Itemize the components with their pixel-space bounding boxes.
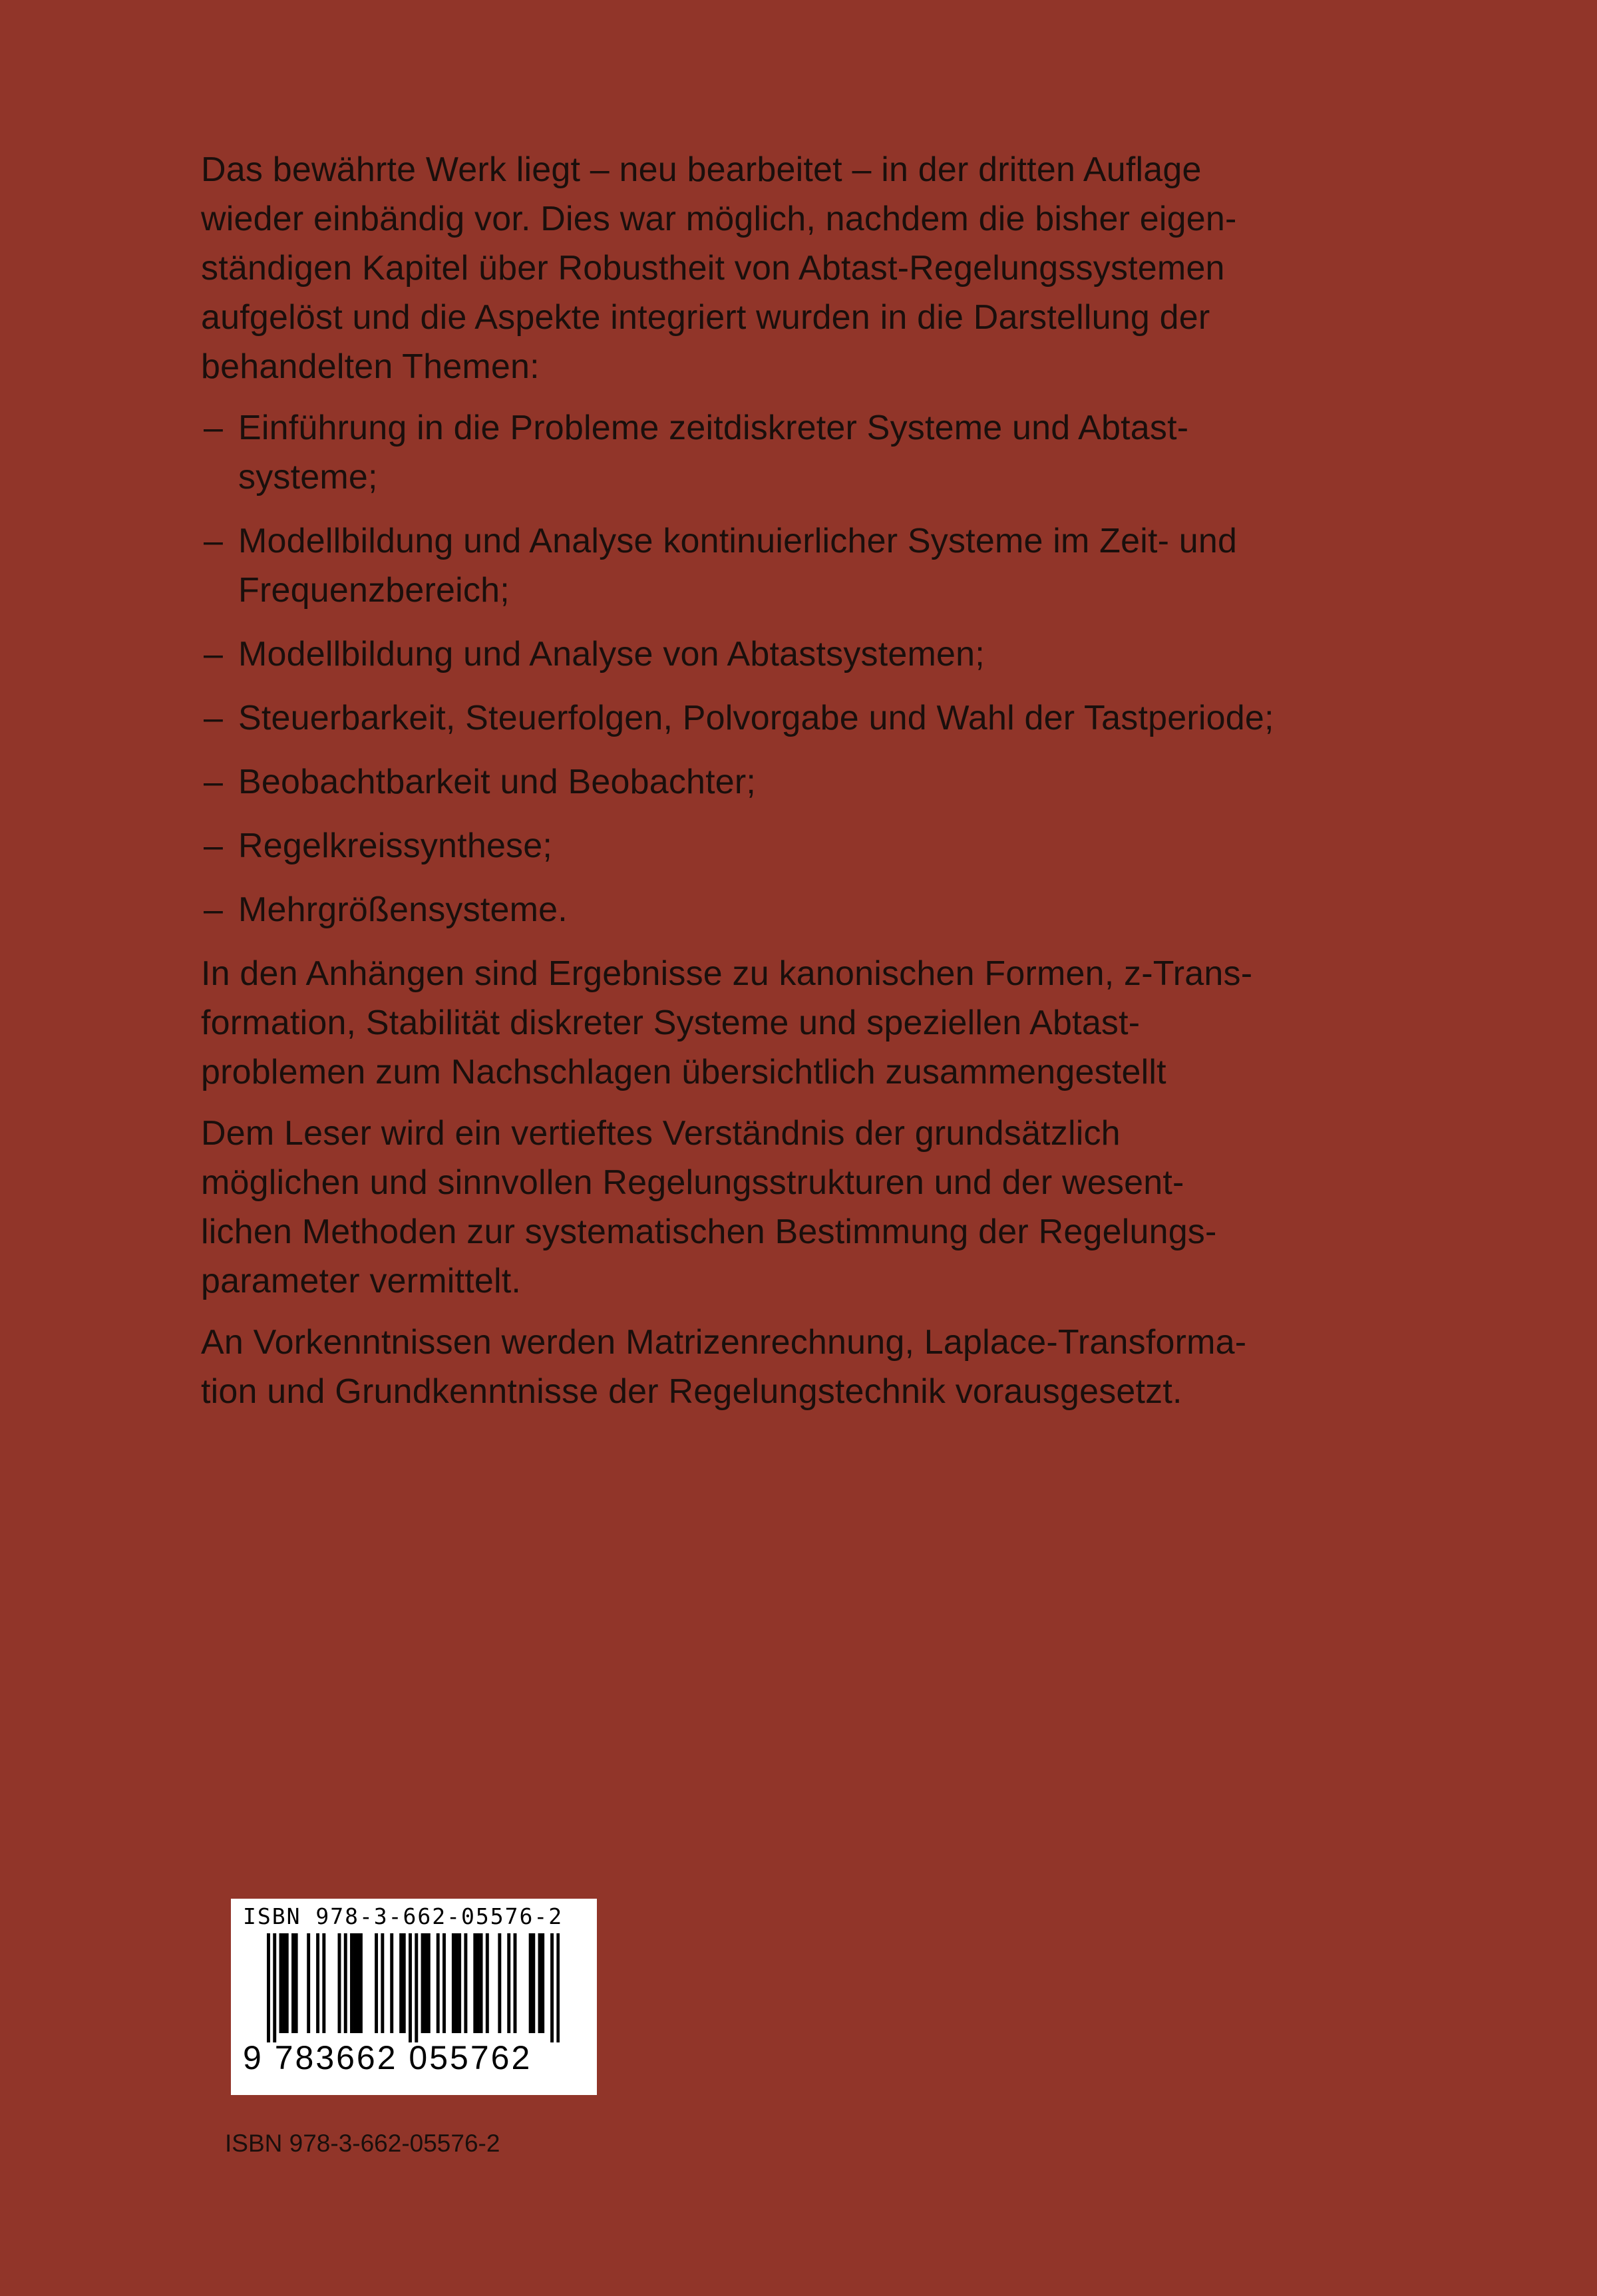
topic-item: – Mehrgrößensysteme. xyxy=(201,885,1485,934)
barcode-bars xyxy=(267,1933,560,2042)
barcode-bar xyxy=(316,1933,319,2033)
topic-item: – Modellbildung und Analyse kontinuierlicher Systeme im Zeit- und Frequenzbereich; xyxy=(201,516,1485,615)
barcode-bar xyxy=(473,1933,476,2033)
barcode-bar xyxy=(403,1933,406,2033)
barcode-bar xyxy=(381,1933,384,2033)
barcode-bar xyxy=(556,1933,560,2042)
barcode-bar xyxy=(285,1933,289,2033)
barcode-bar xyxy=(267,1933,270,2042)
barcode-bar xyxy=(452,1933,455,2033)
barcode-bar xyxy=(282,1933,285,2033)
barcode-bar xyxy=(464,1933,467,2033)
barcode-bar xyxy=(541,1933,544,2033)
barcode-bar xyxy=(486,1933,489,2033)
prerequisites-paragraph: An Vorkenntnissen werden Matrizenrechnung, Laplace-Transforma- tion und Grundkenntnisse der Regelungstechnik vorausgesetzt. xyxy=(201,1323,1247,1411)
barcode-bar xyxy=(424,1933,427,2033)
barcode-bar xyxy=(529,1933,532,2033)
topic-item: – Modellbildung und Analyse von Abtastsystemen; xyxy=(201,630,1485,679)
barcode-bar xyxy=(295,1933,298,2033)
barcode-bar xyxy=(291,1933,295,2033)
intro-paragraph: Das bewährte Werk liegt – neu bearbeitet – in der dritten Auflage wieder einbändig vor. Dies war möglich, nachdem die bisher eigen- ständigen Kapitel über Robustheit von Abtast-Regelungssystemen aufgelöst und die Aspekte integriert wurden in die Darstellung der behandelten Themen: xyxy=(201,150,1237,386)
barcode-bar xyxy=(480,1933,483,2033)
barcode-bar xyxy=(350,1933,353,2033)
barcode-digits: 9 783662 055762 xyxy=(243,2039,532,2076)
barcode-bar xyxy=(498,1933,501,2033)
barcode-bar xyxy=(514,1933,517,2033)
topic-item: – Beobachtbarkeit und Beobachter; xyxy=(201,757,1485,807)
barcode-bar xyxy=(356,1933,359,2033)
barcode-bar xyxy=(359,1933,363,2033)
barcode-bar xyxy=(538,1933,542,2033)
barcode-bar xyxy=(279,1933,283,2033)
barcode-bar xyxy=(443,1933,446,2033)
barcode-bar xyxy=(458,1933,461,2033)
barcode-isbn-label: ISBN 978-3-662-05576-2 xyxy=(243,1903,564,1929)
appendix-paragraph: In den Anhängen sind Ergebnisse zu kanonischen Formen, z-Trans- formation, Stabilität diskreter Systeme und speziellen Abtast- problemen zum Nachschlagen übersichtlich zusammengestellt xyxy=(201,954,1253,1091)
barcode-bar xyxy=(338,1933,341,2033)
barcode-bar xyxy=(421,1933,425,2033)
barcode-bar xyxy=(375,1933,378,2033)
barcode-bar xyxy=(427,1933,431,2033)
reader-paragraph: Dem Leser wird ein vertieftes Verständnis der grundsätzlich möglichen und sinnvollen Regelungsstrukturen und der wesent- lichen Methoden zur systematischen Bestimmung der Regelungs- parameter vermittelt. xyxy=(201,1114,1217,1300)
barcode-bar xyxy=(437,1933,440,2033)
topic-item: – Steuerbarkeit, Steuerfolgen, Polvorgabe und Wahl der Tastperiode; xyxy=(201,693,1485,743)
barcode-bar xyxy=(344,1933,347,2033)
barcode-bar xyxy=(409,1933,412,2042)
barcode-bar xyxy=(390,1933,393,2033)
barcode-bar xyxy=(322,1933,325,2033)
barcode-bar xyxy=(353,1933,357,2033)
barcode-bar xyxy=(399,1933,403,2033)
barcode-bar xyxy=(507,1933,510,2033)
barcode xyxy=(231,1899,597,2095)
barcode-bar xyxy=(273,1933,276,2042)
barcode-bar xyxy=(550,1933,554,2042)
topic-item: – Einführung in die Probleme zeitdiskreter Systeme und Abtast- systeme; xyxy=(201,403,1485,502)
barcode-bar xyxy=(455,1933,458,2033)
isbn-footer: ISBN 978-3-662-05576-2 xyxy=(225,2130,500,2157)
barcode-bar xyxy=(532,1933,535,2033)
barcode-bar xyxy=(307,1933,310,2033)
back-cover-text xyxy=(201,145,1485,1428)
topic-list xyxy=(201,403,1485,934)
barcode-bar xyxy=(476,1933,480,2033)
barcode-bar xyxy=(415,1933,418,2042)
topic-item: – Regelkreissynthese; xyxy=(201,821,1485,870)
